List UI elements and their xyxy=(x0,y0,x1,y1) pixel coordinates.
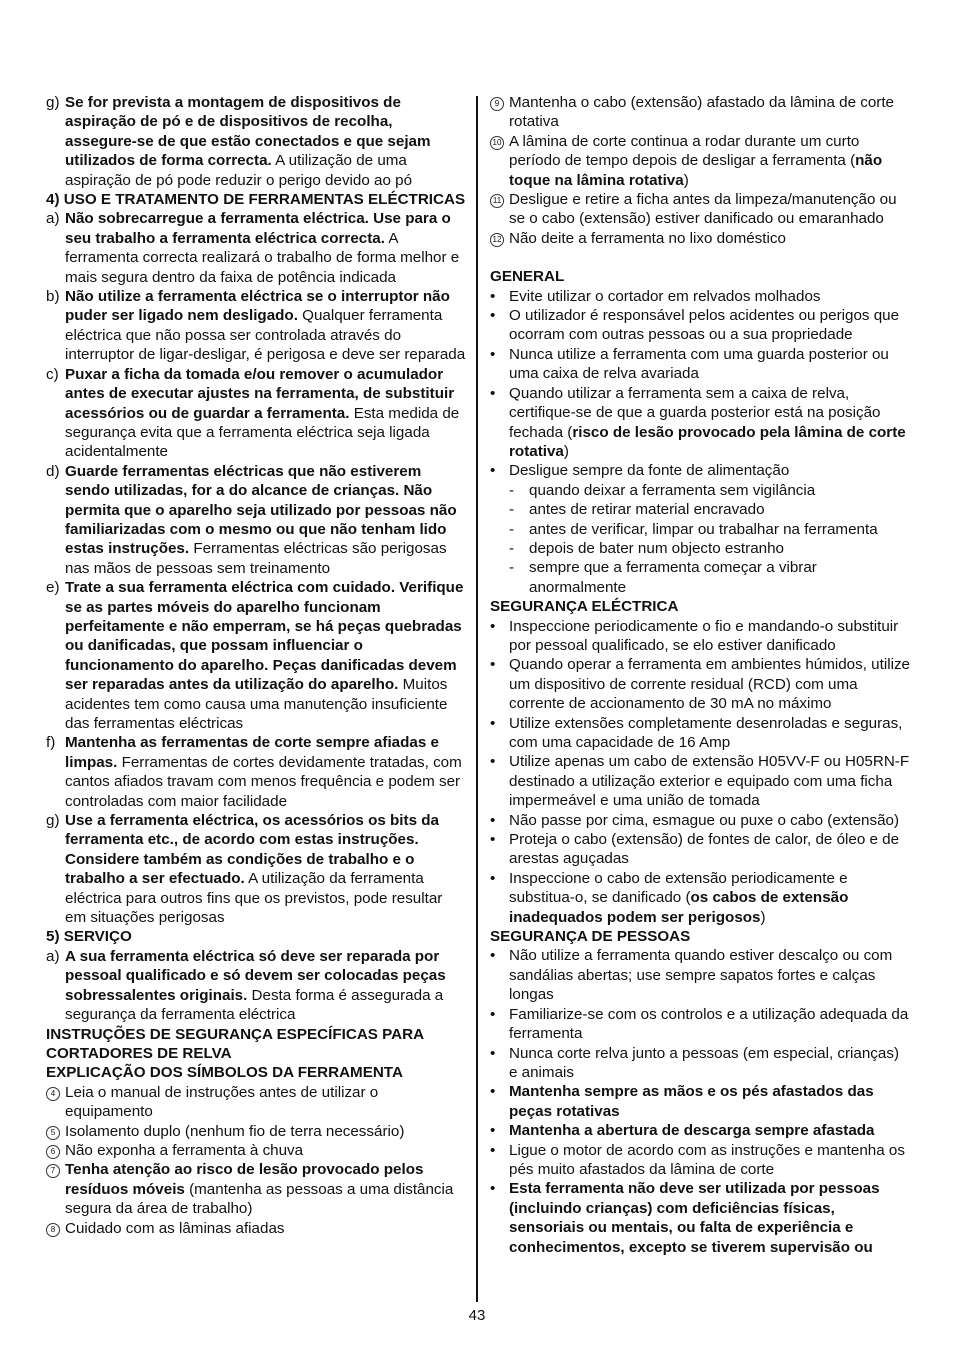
item-marker: g) xyxy=(46,812,60,830)
item-text: Quando utilizar a ferramenta sem a caixa de relva, certifique-se de que a guarda posterior está na posição fechada ( xyxy=(509,384,881,441)
item-text: Proteja o cabo (extensão) de fontes de calor, de óleo e de arestas aguçadas xyxy=(509,831,900,868)
item-text: Inspeccione o cabo de extensão periodicamente e substitua-o, se danificado ( xyxy=(509,869,848,907)
list-item xyxy=(490,384,910,462)
list-item xyxy=(46,811,466,927)
item-bold-text: Guarde ferramentas eléctricas que não estiverem sendo utilizadas, for a do alcance de crianças. Não permita que o aparelho seja utilizado por pessoas não familiarizadas com o mesmo ou que não tenham lido estas instruções. xyxy=(65,462,457,558)
item-bold-text: Mantenha sempre as mãos e os pés afastados das peças rotativas xyxy=(509,1083,874,1120)
list-item xyxy=(490,830,910,869)
item-marker: e) xyxy=(46,579,60,597)
item-marker: • xyxy=(490,345,496,363)
item-marker: • xyxy=(490,384,496,402)
item-marker: • xyxy=(490,656,496,674)
symbol-item xyxy=(490,229,910,248)
item-text: sempre que a ferramenta começar a vibrar anormalmente xyxy=(529,559,817,596)
item-text: Cuidado com as lâminas afiadas xyxy=(65,1219,285,1237)
item-bold-text: risco de lesão provocado pela lâmina de corte rotativa xyxy=(509,423,906,460)
item-text: Desligue e retire a ficha antes da limpeza/manutenção ou se o cabo (extensão) estiver danificado ou emaranhado xyxy=(509,191,897,228)
list-item xyxy=(46,365,466,462)
symbol-item xyxy=(46,1160,466,1218)
symbol-number-icon: 9 xyxy=(490,97,504,111)
list-item xyxy=(490,1121,910,1140)
item-text: Nunca corte relva junto a pessoas (em especial, crianças) e animais xyxy=(509,1044,899,1081)
item-marker: • xyxy=(490,811,496,829)
list-item xyxy=(490,752,910,810)
list-item xyxy=(490,1141,910,1180)
item-text: Utilize apenas um cabo de extensão H05VV-F ou H05RN-F destinado a utilização exterior e equipado com uma ficha impermeável e uma união de tomada xyxy=(509,753,910,810)
list-item xyxy=(490,714,910,753)
page-number: 43 xyxy=(468,1307,486,1324)
item-marker: • xyxy=(490,462,496,480)
item-text: Não exponha a ferramenta à chuva xyxy=(65,1141,304,1159)
symbol-item xyxy=(46,1141,466,1160)
list-item xyxy=(490,306,910,345)
item-marker: g) xyxy=(46,94,60,111)
item-text: A utilização de uma aspiração de pó pode reduzir o perigo devido ao pó xyxy=(65,152,413,189)
item-text: A ferramenta correcta realizará o trabalho de forma melhor e mais segura dentro da faixa de potência indicada xyxy=(65,229,460,286)
symbol-number-icon: 5 xyxy=(46,1126,60,1140)
symbol-number-icon: 7 xyxy=(46,1164,60,1178)
item-text: Desligue sempre da fonte de alimentação xyxy=(509,462,790,480)
section-heading: EXPLICAÇÃO DOS SÍMBOLOS DA FERRAMENTA xyxy=(46,1064,403,1082)
item-marker: • xyxy=(490,831,496,849)
section-heading: GENERAL xyxy=(490,268,565,286)
item-marker: • xyxy=(490,1180,496,1198)
item-bold-text: Esta ferramenta não deve ser utilizada por pessoas (incluindo crianças) com deficiências físicas, sensoriais ou mentais, ou falta de experiência e conhecimentos, excepto se tiverem supervisão ou xyxy=(509,1180,880,1256)
item-marker: • xyxy=(490,287,496,305)
list-item xyxy=(46,733,466,811)
sub-list-item xyxy=(490,558,910,597)
item-text: depois de bater num objecto estranho xyxy=(529,539,784,557)
list-item xyxy=(490,1179,910,1257)
symbol-number-icon: 4 xyxy=(46,1087,60,1101)
list-item xyxy=(490,287,910,306)
section-heading: INSTRUÇÕES DE SEGURANÇA ESPECÍFICAS PARA CORTADORES DE RELVA xyxy=(46,1025,424,1062)
item-marker: • xyxy=(490,1141,496,1159)
item-text: Desta forma é assegurada a segurança da ferramenta eléctrica xyxy=(65,986,444,1024)
item-marker: d) xyxy=(46,462,60,480)
item-text: Inspeccione periodicamente o fio e mandando-o substituir por pessoal qualificado, se elo estiver danificado xyxy=(509,617,899,654)
item-text: Muitos acidentes tem como causa uma manutenção insuficiente das ferramentas eléctricas xyxy=(65,676,448,732)
item-text: (mantenha as pessoas a uma distância segura da área de trabalho) xyxy=(65,1180,454,1218)
item-text: antes de verificar, limpar ou trabalhar na ferramenta xyxy=(529,520,878,538)
item-text: quando deixar a ferramenta sem vigilância xyxy=(529,481,816,499)
section-heading: SEGURANÇA ELÉCTRICA xyxy=(490,598,679,616)
item-marker: • xyxy=(490,1044,496,1062)
symbol-number-icon: 10 xyxy=(490,136,504,150)
item-text: A lâmina de corte continua a rodar durante um curto período de tempo depois de desligar a ferramenta ( xyxy=(509,132,860,170)
item-text: Leia o manual de instruções antes de utilizar o equipamento xyxy=(65,1083,379,1121)
item-bold-text: não toque na lâmina rotativa xyxy=(509,152,883,189)
item-marker: • xyxy=(490,714,496,732)
sub-list-item xyxy=(490,500,910,519)
item-marker: • xyxy=(490,1122,496,1140)
symbol-item xyxy=(490,190,910,229)
section-heading: 5) SERVIÇO xyxy=(46,928,132,946)
item-marker: - xyxy=(509,520,515,538)
list-item xyxy=(490,869,910,927)
item-text: Familiarize-se com os controlos e a utilização adequada da ferramenta xyxy=(509,1005,909,1043)
item-bold-text: A sua ferramenta eléctrica só deve ser reparada por pessoal qualificado e só devem ser colocadas peças sobressalentes originais. xyxy=(65,947,446,1004)
list-item xyxy=(490,811,910,830)
item-bold-text: Trate a sua ferramenta eléctrica com cuidado. Verifique se as partes móveis do aparelho funcionam perfeitamente e não emperram, se há peças quebradas ou danificadas, que possam influenciar o funcionamento do aparelho. Peças danificadas devem ser reparadas antes da utilização do aparelho. xyxy=(65,579,464,694)
item-bold-text: Se for prevista a montagem de dispositivos de aspiração de pó e de dispositivos de recolha, assegure-se de que estão conectados e que sejam utilizados de forma correcta. xyxy=(65,94,431,170)
item-text: Qualquer ferramenta eléctrica que não possa ser controlada através do interruptor de ligar-desligar, é perigosa e deve ser reparada xyxy=(65,307,466,364)
list-item xyxy=(46,93,466,190)
list-item xyxy=(490,1044,910,1083)
item-text: Esta medida de segurança evita que a ferramenta eléctrica seja ligada acidentalmente xyxy=(65,404,460,461)
symbol-number-icon: 6 xyxy=(46,1145,60,1159)
item-text: ) xyxy=(563,442,569,460)
sub-list-item xyxy=(490,539,910,558)
symbol-number-icon: 12 xyxy=(490,233,504,247)
item-text: Ligue o motor de acordo com as instruções e mantenha os pés muito afastados da lâmina de corte xyxy=(509,1141,905,1178)
item-marker: a) xyxy=(46,210,60,228)
symbol-number-icon: 11 xyxy=(490,194,504,208)
item-text: Mantenha o cabo (extensão) afastado da lâmina de corte rotativa xyxy=(509,94,894,131)
list-item xyxy=(46,209,466,287)
item-marker: • xyxy=(490,307,496,325)
item-marker: • xyxy=(490,947,496,965)
item-text: Isolamento duplo (nenhum fio de terra necessário) xyxy=(65,1122,405,1140)
item-text: antes de retirar material encravado xyxy=(529,501,765,519)
item-text: Nunca utilize a ferramenta com uma guarda posterior ou uma caixa de relva avariada xyxy=(509,345,889,383)
column-divider xyxy=(476,96,478,1302)
item-marker: f) xyxy=(46,734,56,752)
item-text: Quando operar a ferramenta em ambientes húmidos, utilize um dispositivo de corrente residual (RCD) com uma corrente de accionamento de 30 mA no máximo xyxy=(509,656,910,713)
item-marker: - xyxy=(509,481,515,499)
item-text: Ferramentas de cortes devidamente tratadas, com cantos afiados travam com menos frequência e podem ser controladas com maior facilidade xyxy=(65,753,462,810)
symbol-item xyxy=(46,1219,466,1238)
item-marker: • xyxy=(490,753,496,771)
item-marker: b) xyxy=(46,288,60,306)
symbol-item xyxy=(490,132,910,190)
item-bold-text: Não utilize a ferramenta eléctrica se o interruptor não puder ser ligado nem desligado. xyxy=(65,288,450,325)
sub-list-item xyxy=(490,481,910,500)
item-text: Não passe por cima, esmague ou puxe o cabo (extensão) xyxy=(509,811,900,829)
item-marker: • xyxy=(490,869,496,887)
section-heading: 4) USO E TRATAMENTO DE FERRAMENTAS ELÉCTRICAS xyxy=(46,191,466,209)
item-marker: - xyxy=(509,539,515,557)
list-item xyxy=(490,655,910,713)
item-bold-text: Tenha atenção ao risco de lesão provocado pelos resíduos móveis xyxy=(65,1161,424,1198)
item-bold-text: Use a ferramenta eléctrica, os acessórios os bits da ferramenta etc., de acordo com estas instruções. Considere também as condições de trabalho e o trabalho a ser efectuado. xyxy=(65,812,439,888)
list-item xyxy=(490,345,910,384)
spacer xyxy=(490,248,910,267)
sub-list-item xyxy=(490,520,910,539)
item-bold-text: Mantenha as ferramentas de corte sempre afiadas e limpas. xyxy=(65,734,439,771)
item-text: Ferramentas eléctricas são perigosas nas mãos de pessoas sem treinamento xyxy=(65,540,447,577)
symbol-item xyxy=(46,1122,466,1141)
item-text: Utilize extensões completamente desenroladas e seguras, com uma capacidade de 16 Amp xyxy=(509,714,903,751)
item-text: Evite utilizar o cortador em relvados molhados xyxy=(509,287,821,305)
list-item xyxy=(46,462,466,578)
item-marker: a) xyxy=(46,947,60,965)
item-marker: • xyxy=(490,1083,496,1101)
left-column xyxy=(46,93,466,1238)
right-column xyxy=(490,93,910,1257)
item-bold-text: Puxar a ficha da tomada e/ou remover o acumulador antes de executar ajustes na ferramenta, de substituir acessórios ou de guardar a ferramenta. xyxy=(65,365,455,422)
item-marker: - xyxy=(509,501,515,519)
list-item xyxy=(490,1082,910,1121)
list-item xyxy=(490,946,910,1004)
item-marker: • xyxy=(490,1005,496,1023)
section-heading: SEGURANÇA DE PESSOAS xyxy=(490,928,691,946)
item-text: Não deite a ferramenta no lixo doméstico xyxy=(509,229,786,247)
item-marker: c) xyxy=(46,365,59,383)
item-text: Não utilize a ferramenta quando estiver descalço ou com sandálias abertas; use sempre sapatos fortes e calças longas xyxy=(509,947,893,1004)
item-bold-text: Mantenha a abertura de descarga sempre afastada xyxy=(509,1122,875,1140)
item-text: A utilização da ferramenta eléctrica para outros fins que os previstos, pode resultar em situações perigosas xyxy=(65,870,443,927)
symbol-item xyxy=(490,93,910,132)
item-marker: - xyxy=(509,559,515,577)
item-bold-text: Não sobrecarregue a ferramenta eléctrica. Use para o seu trabalho a ferramenta eléctrica correcta. xyxy=(65,210,451,247)
symbol-item xyxy=(46,1083,466,1122)
list-item xyxy=(490,1005,910,1044)
list-item xyxy=(490,461,910,480)
item-text: ) xyxy=(760,908,766,926)
item-text: O utilizador é responsável pelos acidentes ou perigos que ocorram com outras pessoas ou a sua propriedade xyxy=(509,307,900,344)
item-bold-text: os cabos de extensão inadequados podem ser perigosos xyxy=(509,889,849,926)
item-text: ) xyxy=(683,171,689,189)
list-item xyxy=(46,947,466,1025)
list-item xyxy=(46,287,466,365)
list-item xyxy=(490,617,910,656)
item-marker: • xyxy=(490,617,496,635)
symbol-number-icon: 8 xyxy=(46,1223,60,1237)
list-item xyxy=(46,578,466,733)
